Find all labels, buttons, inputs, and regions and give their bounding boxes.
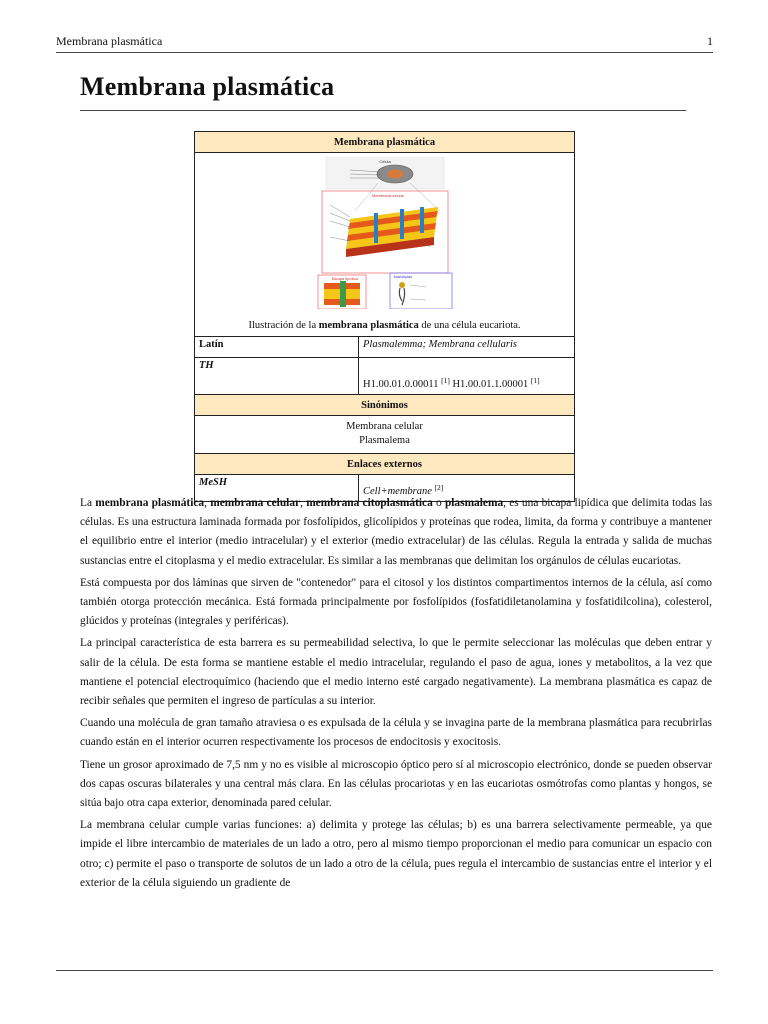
synonym-item: Plasmalema bbox=[359, 435, 410, 446]
label-phospholipid: fosfolípido bbox=[393, 274, 412, 279]
external-links-heading: Enlaces externos bbox=[195, 454, 575, 475]
paragraph: La membrana plasmática, membrana celular, membrana citoplasmática o plasmalema, es una bicapa lipídica que delimita todas las células. Es una estructura laminada formada por fosfolípidos, glicolípidos y proteínas que rodea, limita, da forma y contribuye a mantener el equilibrio entre el interior (medio intracelular) y el exterior (medio extracelular) de las células. Regula la entrada y salida de muchas sustancias entre el citoplasma y el medio extracelular. Es similar a las membranas que delimitan los orgánulos de células eucariotas. bbox=[80, 497, 713, 567]
synonyms-heading: Sinónimos bbox=[195, 395, 575, 416]
label-cell: Célula bbox=[378, 159, 391, 164]
running-header bbox=[56, 34, 713, 53]
running-title: Membrana plasmática bbox=[56, 34, 163, 48]
footer-divider bbox=[56, 970, 713, 971]
th-label: TH bbox=[195, 358, 359, 395]
th-ref-2[interactable]: [1] bbox=[530, 376, 540, 385]
infobox-heading: Membrana plasmática bbox=[195, 132, 575, 153]
mesh-label: MeSH bbox=[195, 475, 359, 502]
infobox-caption: Ilustración de la membrana plasmática de una célula eucariota. bbox=[195, 316, 575, 337]
cell-membrane-illustration[interactable] bbox=[310, 157, 460, 309]
th-ref-1[interactable]: [1] bbox=[441, 376, 450, 385]
paragraph: Cuando una molécula de gran tamaño atraviesa o es expulsada de la célula y se invagina parte de la membrana plasmática para recubrirlas cuando están en el interior ocurren respectivamente los procesos de endocitosis y exocitosis. bbox=[80, 717, 712, 749]
article-body bbox=[80, 494, 712, 896]
title-divider bbox=[80, 110, 686, 111]
label-membrane: Membrana celular bbox=[371, 193, 404, 198]
infobox bbox=[194, 131, 575, 502]
synonyms-list bbox=[195, 416, 575, 454]
infobox-image-cell bbox=[195, 153, 575, 317]
paragraph: Está compuesta por dos láminas que sirven de "contenedor" para el citosol y los distintos compartimentos internos de la célula, así como también otorga protección mecánica. Está formada principalmente por fosfolípidos (fosfatidiletanolamina y fosfatidilcolina), colesterol, glúcidos y proteínas (integrales y periféricas). bbox=[80, 576, 712, 628]
page-number: 1 bbox=[707, 34, 713, 48]
latin-value: Plasmalemma; Membrana cellularis bbox=[359, 337, 575, 358]
page-title: Membrana plasmática bbox=[80, 72, 335, 101]
paragraph: La principal característica de esta barrera es su permeabilidad selectiva, lo que le permite seleccionar las moléculas que deben entrar y salir de la célula. De esta forma se mantiene estable el medio intracelular, regulando el paso de agua, iones y metabolitos, a la vez que mantiene el potencial electroquímico (haciendo que el medio interno esté cargado negativamente). La membrana plasmática es capaz de recibir señales que permiten el ingreso de partículas a su interior. bbox=[80, 637, 712, 708]
latin-label: Latín bbox=[195, 337, 359, 358]
synonym-item: Membrana celular bbox=[346, 421, 423, 432]
mesh-link[interactable]: Cell+membrane bbox=[363, 486, 435, 497]
mesh-ref[interactable]: [2] bbox=[434, 483, 444, 492]
th-value: H1.00.01.0.00011 [1] H1.00.01.1.00001 [1] bbox=[359, 358, 575, 395]
paragraph: La membrana celular cumple varias funciones: a) delimita y protege las células; b) es una barrera selectivamente permeable, ya que impide el libre intercambio de materiales de un lado a otro, pero al mismo tiempo proporcionan el medio para comunicar un espacio con otro; c) permite el paso o transporte de solutos de un lado a otro de la célula, pues regula el intercambio de sustancias entre el interior y el exterior de la célula siguiendo un gradiente de bbox=[80, 819, 712, 889]
label-bilayer: Bicapa lipídica bbox=[331, 276, 358, 281]
paragraph: Tiene un grosor aproximado de 7,5 nm y no es visible al microscopio óptico pero sí al microscopio electrónico, donde se pueden observar dos capas oscuras bilaterales y una central más clara. En las células procariotas y en las eucariotas osmótrofas como plantas y hongos, se sitúa bajo otra capa exterior, denominada pared celular. bbox=[80, 758, 712, 810]
